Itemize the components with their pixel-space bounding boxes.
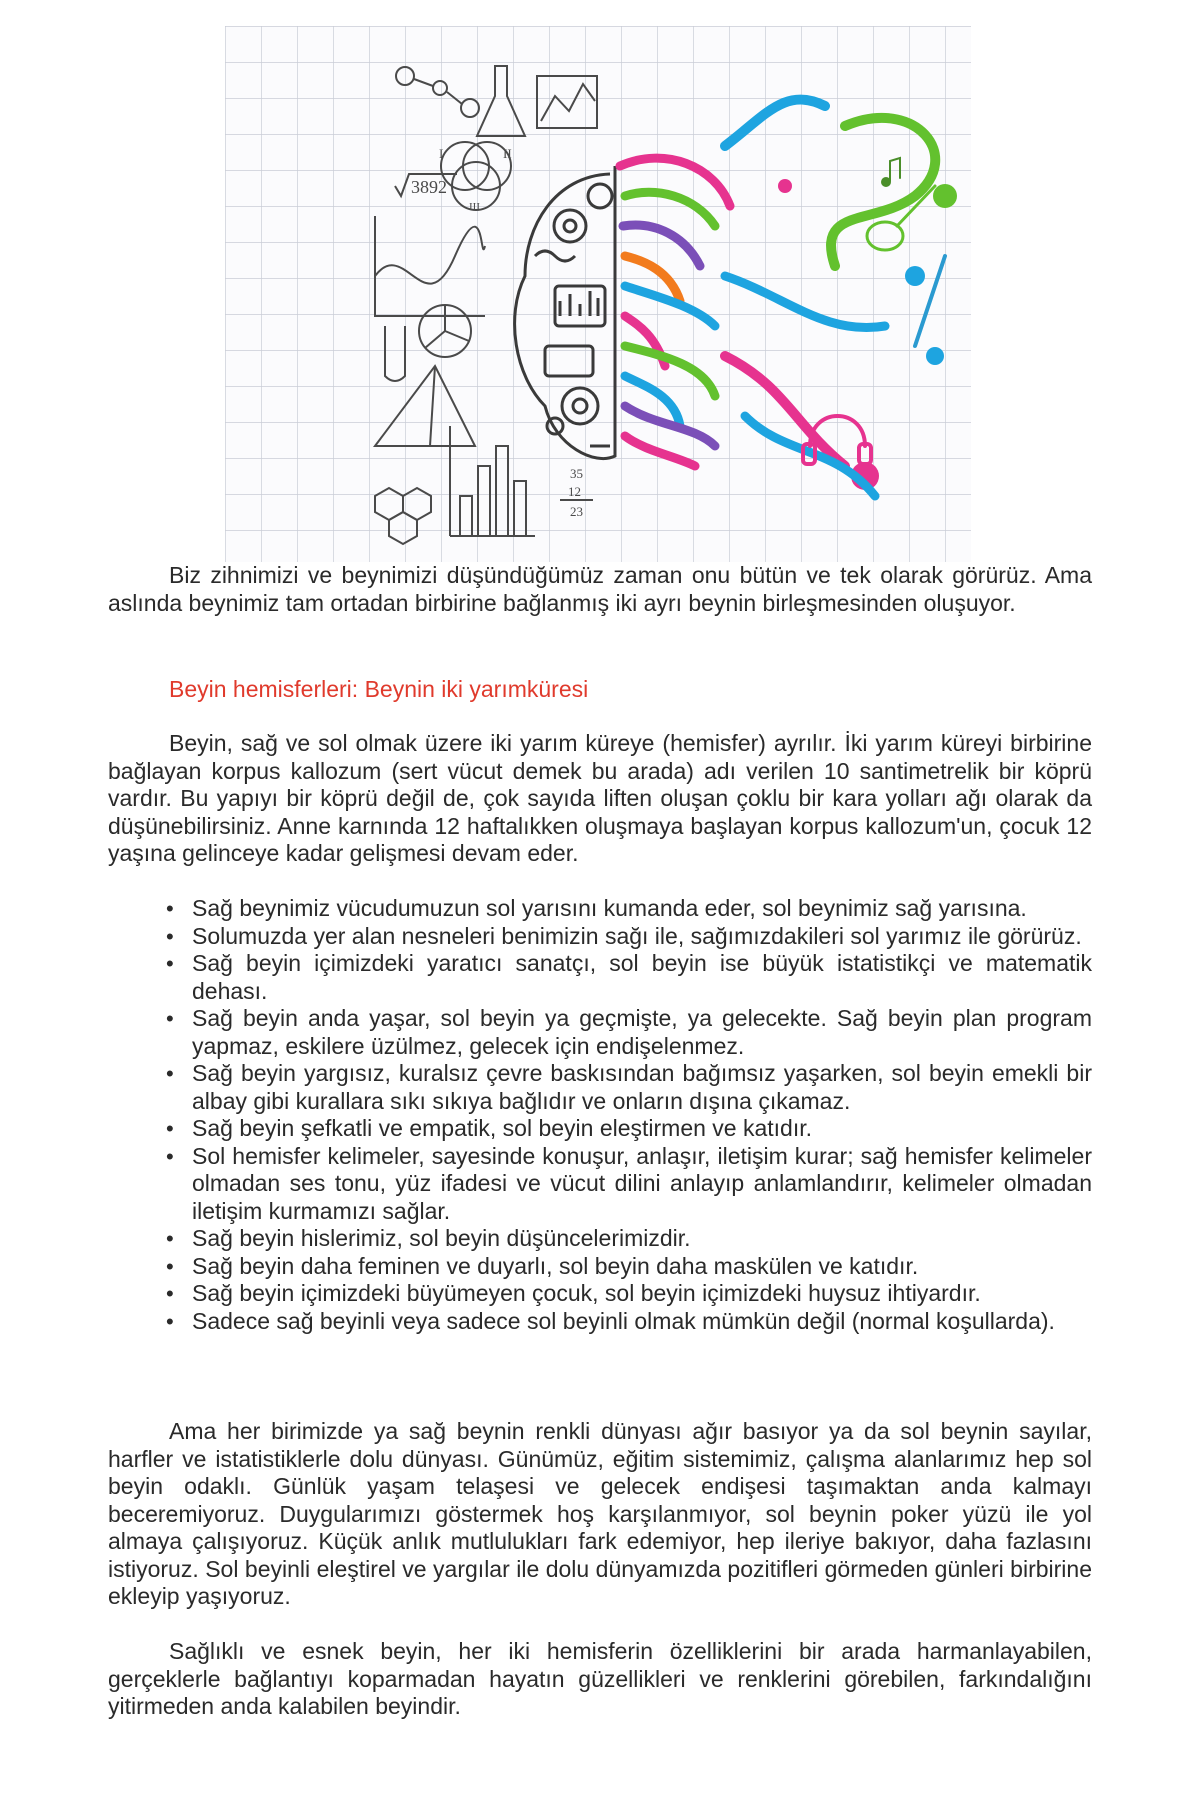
list-item: • Sağ beyin yargısız, kuralsız çevre baskısından bağımsız yaşarken, sol beyin emekli bir albay gibi kurallara sıkı sıkıya bağlıdır ve onların dışına çıkamaz. (108, 1060, 1092, 1115)
closing-paragraph-block (108, 1638, 1092, 1721)
roman-label: II (503, 146, 512, 161)
roman-label: I (439, 146, 444, 161)
list-item: • Sağ beynimiz vücudumuzun sol yarısını kumanda eder, sol beynimiz sağ yarısına. (108, 895, 1092, 923)
hemisphere-bullet-list (108, 895, 1092, 1335)
list-item: • Sağ beyin içimizdeki yaratıcı sanatçı, sol beyin ise büyük istatistikçi ve matematik dehası. (108, 950, 1092, 1005)
closing-paragraph: Sağlıklı ve esnek beyin, her iki hemisferin özelliklerini bir arada harmanlayabilen, gerçeklerle bağlantıyı koparmadan hayatın güzellikleri ve renklerini görebilen, farkındalığını yitirmeden anda kalabilen beyindir. (108, 1638, 1092, 1719)
modern-life-paragraph-block (108, 1418, 1092, 1611)
list-item: • Sağ beyin şefkatli ve empatik, sol beyin eleştirmen ve katıdır. (108, 1115, 1092, 1143)
intro-paragraph-block (108, 562, 1092, 617)
list-item: • Sağ beyin hislerimiz, sol beyin düşüncelerimizdir. (108, 1225, 1092, 1253)
roman-label: III (469, 201, 480, 213)
number-sketch: 23 (570, 504, 583, 519)
corpus-paragraph: Beyin, sağ ve sol olmak üzere iki yarım küreye (hemisfer) ayrılır. İki yarım küreyi birbirine bağlayan korpus kallozum (sert vücut demek bu arada) adı verilen 10 santimetrelik bir köprü vardır. Bu yapıyı bir köprü değil de, çok sayıda liften oluşan çoklu bir kara yolları ağı olarak da düşünebilirsiniz. Anne karnında 12 haftalıkken oluşmaya başlayan korpus kallozum'un, çocuk 12 yaşına gelinceye kadar gelişmesi devam eder. (108, 730, 1092, 866)
square-root-number: 3892 (411, 177, 447, 197)
list-item: • Sadece sağ beyinli veya sadece sol beyinli olmak mümkün değil (normal koşullarda). (108, 1308, 1092, 1336)
section-heading: Beyin hemisferleri: Beynin iki yarımküresi (169, 676, 589, 702)
list-item: • Sağ beyin anda yaşar, sol beyin ya geçmişte, ya gelecekte. Sağ beyin plan program yapmaz, eskilere üzülmez, gelecek için endişelenmez. (108, 1005, 1092, 1060)
number-sketch: 12 (568, 484, 581, 499)
list-item: • Sağ beyin daha feminen ve duyarlı, sol beyin daha maskülen ve katıdır. (108, 1253, 1092, 1281)
corpus-paragraph-block (108, 730, 1092, 868)
intro-paragraph: Biz zihnimizi ve beynimizi düşündüğümüz zaman onu bütün ve tek olarak görürüz. Ama aslında beynimiz tam ortadan birbirine bağlanmış iki ayrı beynin birleşmesinden oluşuyor. (108, 562, 1092, 616)
list-item: • Sol hemisfer kelimeler, sayesinde konuşur, anlaşır, iletişim kurar; sağ hemisfer kelimeler olmadan ses tonu, yüz ifadesi ve vücut dilini anlayıp anlamlandırır, kelimeler olmadan iletişim kurmamızı sağlar. (108, 1143, 1092, 1226)
brain-hemispheres-illustration (225, 26, 971, 562)
list-item: • Solumuzda yer alan nesneleri benimizin sağı ile, sağımızdakileri sol yarımız ile görürüz. (108, 923, 1092, 951)
number-sketch: 35 (570, 466, 583, 481)
list-item: • Sağ beyin içimizdeki büyümeyen çocuk, sol beyin içimizdeki huysuz ihtiyardır. (108, 1280, 1092, 1308)
modern-life-paragraph: Ama her birimizde ya sağ beynin renkli dünyası ağır basıyor ya da sol beynin sayılar, harfler ve istatistiklerle dolu dünyası. Günümüz, eğitim sistemimiz, çalışma alanlarımız hep sol beyin odaklı. Günlük yaşam telaşesi ve gelecek endişesi taşımaktan anda kalmayı beceremiyoruz. Duygularımızı göstermek hoş karşılanmıyor, sol beynin poker yüzü ile yol almaya çalışıyoruz. Küçük anlık mutlulukları fark edemiyor, hep ileriye bakıyor, daha fazlasını istiyoruz. Sol beyinli eleştirel ve yargılar ile dolu dünyamızda pozitifleri görmeden günleri birbirine ekleyip yaşıyoruz. (108, 1418, 1092, 1609)
